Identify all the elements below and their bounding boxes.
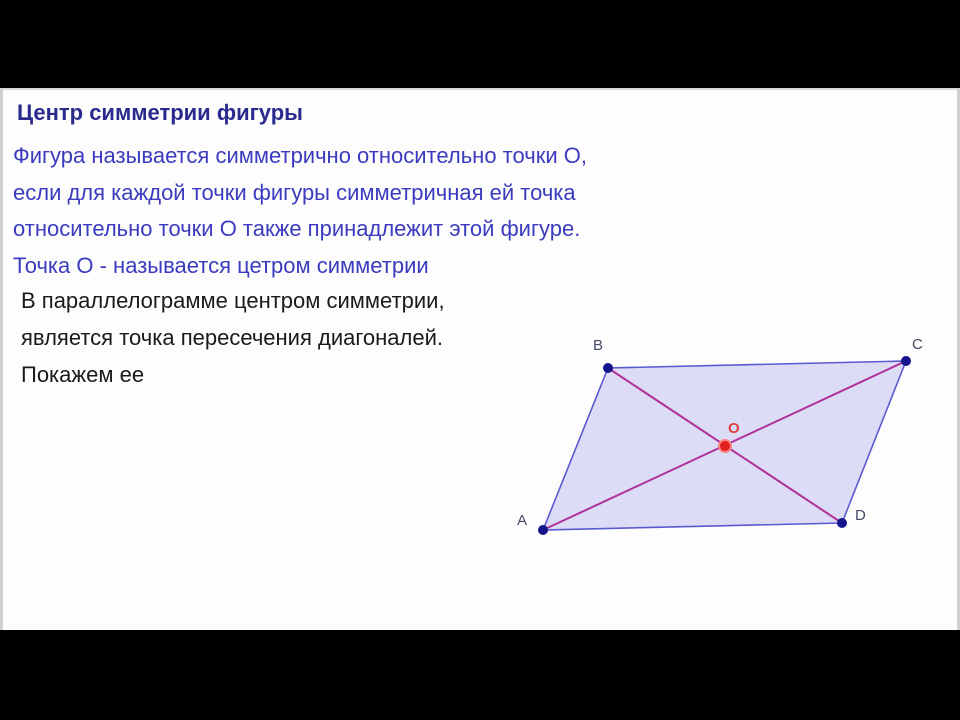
vertex-a [538,525,548,535]
definition-line: Точка О - называется цетром симметрии [13,252,429,278]
label-a: A [517,512,528,529]
label-b: B [593,337,604,354]
label-c: C [912,336,923,353]
label-d: D [855,507,866,524]
vertex-d [837,518,847,528]
center-point-o [719,440,731,452]
label-o: O [728,420,740,437]
definition-line: если для каждой точки фигуры симметричная ей точка [13,179,576,205]
definition-line: Фигура называется симметрично относительно точки О, [13,143,587,168]
note-line: В параллелограмме центром симметрии, [21,288,445,313]
slide-title: Центр симметрии фигуры [17,100,303,125]
vertex-b [603,363,613,373]
note-line: Покажем ее [21,362,145,387]
note-line: является точка пересечения диагоналей. [21,325,443,350]
definition-line: относительно точки О также принадлежит этой фигуре. [13,216,581,241]
vertex-c [901,356,911,366]
